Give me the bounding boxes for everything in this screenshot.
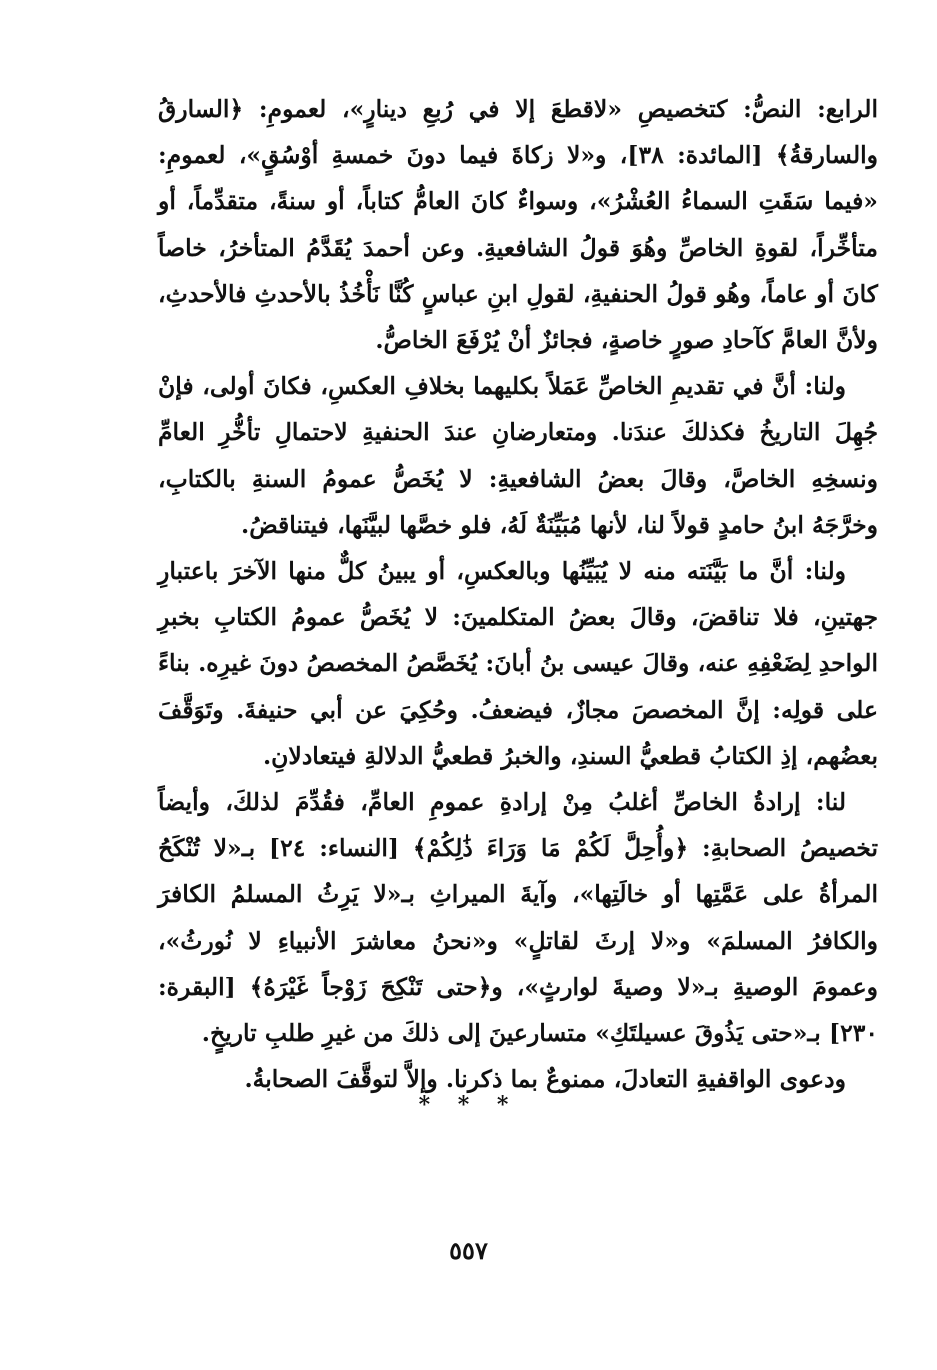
paragraph-4: لنا: إرادةُ الخاصِّ أغلبُ مِنْ إرادةِ عمومِ العامِّ، فقُدِّمَ لذلكَ، وأيضاً تخصيصُ الصحابةِ: ﴿وأُحِلَّ لَكُمْ مَا وَرَاءَ ذَٰلِكُمْ﴾ [النساء: ٢٤] بـ«لا تُنْكَحُ المرأةُ على عَمَّتِها أو خالَتِها»، وآيةَ الميراثِ بـ«لا يَرِثُ المسلمُ الكافرَ والكافرُ المسلمَ» و«لا إرثَ لقاتلٍ» و«نحنُ معاشرَ الأنبياءِ لا نُورثُ»، وعمومَ الوصيةِ بـ«لا وصيةَ لوارثٍ»، و﴿حتى تَنْكِحَ زَوْجاً غَيْرَهُ﴾ [البقرة: ٢٣٠] بـ«حتى يَذُوقَ عسيلتَكِ» متسارعينَ إلى ذلكَ من غيرِ طلبِ تاريخٍ. (158, 788, 878, 1048)
paragraph-1: الرابع: النصُّ: كتخصيصِ «لاقطعَ إلا في رُبعِ دينارٍ»، لعمومِ: ﴿السارقُ والسارقةُ﴾ [المائدة: ٣٨]، و«لا زكاةَ فيما دونَ خمسةِ أوْسُقٍ»، لعمومِ: «فيما سَقَتِ السماءُ العُشْرُ»، وسواءٌ كانَ العامُّ كتاباً، أو سنةً، متقدِّماً، أو متأخِّراً، لقوةِ الخاصِّ وهُوَ قولُ الشافعيةِ. وعن أحمدَ يُقَدَّمُ المتأخرُ، خاصاً كانَ أو عاماً، وهُو قولُ الحنفيةِ، لقولِ ابنِ عباسٍ كُنَّا نَأْخُذُ بالأحدثِ فالأحدثِ، ولأنَّ العامَّ كآحادِ صورٍ خاصةٍ، فجائزٌ أنْ يُرْفَعَ الخاصُّ. (158, 95, 878, 355)
section-divider-ornament: * * * (418, 1092, 519, 1118)
page-number: ٥٥٧ (449, 1236, 488, 1265)
paragraph-2: ولنا: أنَّ في تقديمِ الخاصِّ عَمَلاً بكليهما بخلافِ العكسِ، فكانَ أولى، فإنْ جُهِلَ التاريخُ فكذلكَ عندَنا. ومتعارضانِ عندَ الحنفيةِ لاحتمالِ تأخُّرِ العامِّ ونسخِهِ الخاصَّ، وقالَ بعضُ الشافعيةِ: لا يُخَصُّ عمومُ السنةِ بالكتابِ، وخرَّجَهُ ابنُ حامدٍ قولاً لنا، لأنها مُبَيِّنَةٌ لَهُ، فلو خصَّها لبيَّنَها، فيتناقضُ. (158, 372, 878, 539)
paragraph-3: ولنا: أنَّ ما بَيَّنَته منه لا يُبَيِّنُها وبالعكسِ، أو يبينُ كلٌّ منها الآخرَ باعتبارِ جهتينِ، فلا تناقضَ، وقالَ بعضُ المتكلمينَ: لا يُخَصُّ عمومُ الكتابِ بخبرِ الواحدِ لِضَعْفِهِ عنه، وقالَ عيسى بنُ أبانَ: يُخَصَّصُ المخصصُ دونَ غيرِه. بناءً على قولِه: إنَّ المخصصَ مجازٌ، فيضعفُ. وحُكِيَ عن أبي حنيفةَ. وتَوَقَّفَ بعضُهم، إذِ الكتابُ قطعيُّ السندِ، والخبرُ قطعيُّ الدلالةِ فيتعادلانِ. (158, 557, 878, 770)
paragraph-5: ودعوى الواقفيةِ التعادلَ، ممنوعٌ بما ذكرنا. وإلاَّ لتوقَّفَ الصحابةُ. (244, 1065, 846, 1094)
body-text (158, 86, 878, 1102)
